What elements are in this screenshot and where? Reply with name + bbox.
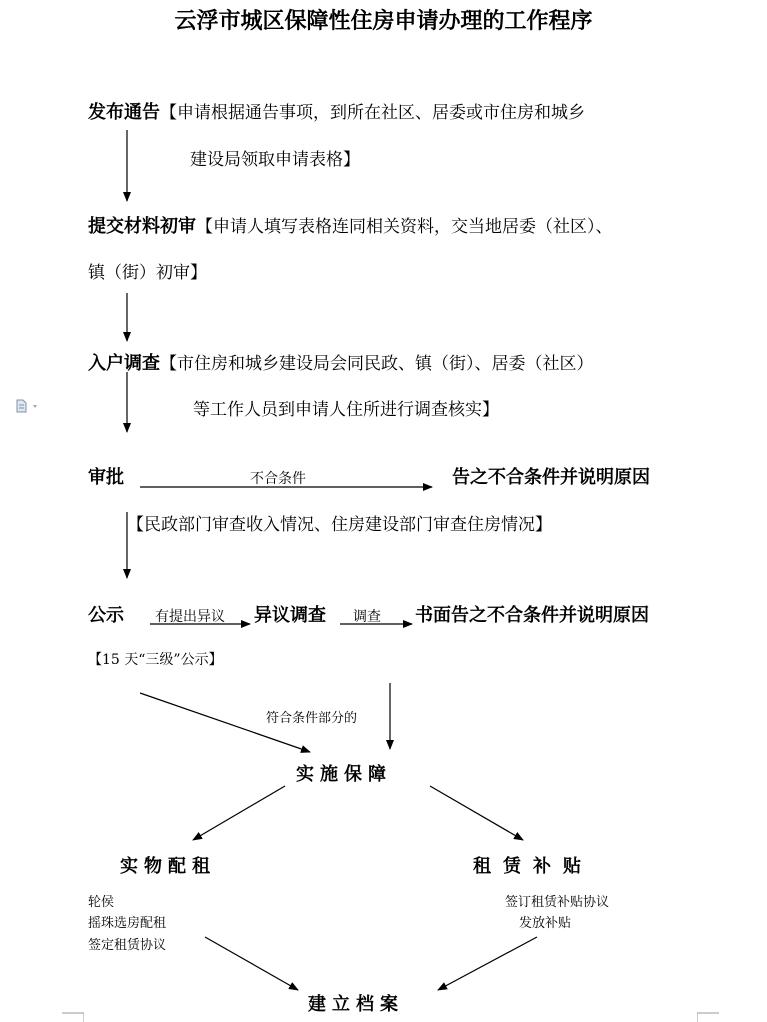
step-survey-desc-2: 等工作人员到申请人住所进行调查核实】 — [193, 400, 499, 420]
qualified-note: 符合条件部分的 — [266, 711, 358, 726]
step-publish-desc-2: 建设局领取申请表格】 — [190, 150, 360, 170]
arrow-subsidy-to-archive — [438, 937, 537, 990]
step-publicity-label: 公示 — [88, 605, 124, 626]
page-title: 云浮市城区保障性住房申请办理的工作程序 — [174, 8, 593, 34]
page-corner-mark-right — [697, 1012, 719, 1022]
step-publish-desc-1: 【申请根据通告事项，到所在社区、居委或市住房和城乡 — [160, 103, 585, 123]
publicity-period: 【15 天“三级”公示】 — [88, 652, 223, 668]
publicity-arrow2-label: 调查 — [353, 609, 381, 625]
step-submit-desc-2: 镇（街）初审】 — [88, 263, 207, 283]
physical-item-queue: 轮侯 — [88, 895, 115, 910]
document-icon[interactable] — [16, 399, 42, 413]
publicity-arrow1-label: 有提出异议 — [155, 609, 225, 625]
approve-desc: 【民政部门审查收入情况、住房建设部门审查住房情况】 — [127, 515, 552, 535]
approve-reject-text: 告之不合条件并说明原因 — [452, 467, 650, 488]
step-survey-desc-1: 【市住房和城乡建设局会同民政、镇（街）、居委（社区） — [160, 354, 594, 374]
step-survey-label: 入户调查 — [88, 353, 160, 374]
publicity-reject-text: 书面告之不合条件并说明原因 — [415, 605, 649, 626]
step-submit-desc-1: 【申请人填写表格连同相关资料，交当地居委（社区）、 — [196, 217, 613, 237]
physical-item-agreement: 签定租赁协议 — [88, 938, 167, 953]
step-publish — [88, 98, 585, 124]
objection-investigation: 异议调查 — [254, 605, 326, 626]
step-survey — [88, 349, 594, 375]
approve-arrow-label: 不合条件 — [250, 471, 306, 487]
subsidy-item-agreement: 签订租赁补贴协议 — [505, 895, 610, 910]
arrow-implement-to-subsidy — [430, 786, 523, 840]
arrow-implement-to-physical — [193, 786, 285, 840]
physical-rental-label: 实物配租 — [120, 856, 216, 877]
implement-label: 实施保障 — [296, 764, 392, 785]
rent-subsidy-label: 租赁补贴 — [473, 856, 593, 877]
step-submit — [88, 212, 613, 238]
physical-item-lottery: 摇珠选房配租 — [88, 916, 167, 931]
arrow-physical-to-archive — [205, 937, 298, 990]
step-approve-label: 审批 — [88, 467, 124, 488]
step-publish-label: 发布通告 — [88, 102, 160, 123]
step-submit-label: 提交材料初审 — [88, 216, 196, 237]
subsidy-item-payment: 发放补贴 — [519, 916, 572, 931]
archive-label: 建立档案 — [308, 994, 404, 1015]
page-corner-mark-left — [62, 1012, 84, 1022]
